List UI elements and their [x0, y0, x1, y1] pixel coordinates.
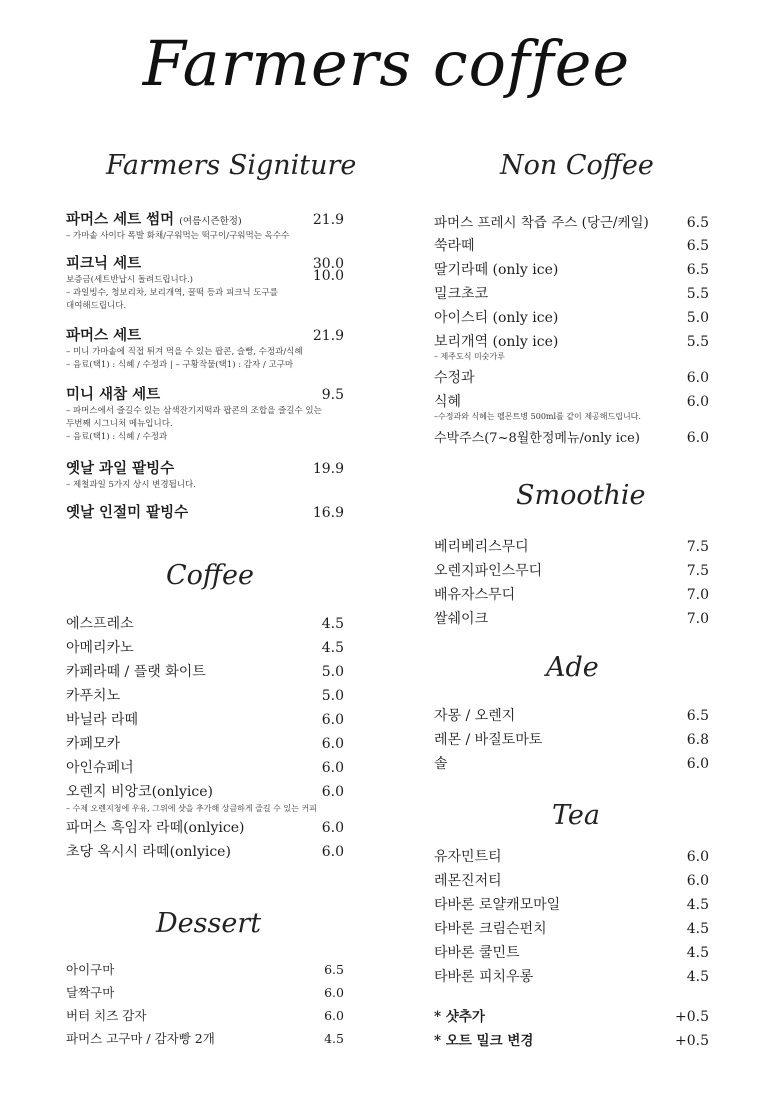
item-price: 6.0 — [321, 844, 344, 860]
menu-item — [66, 661, 344, 681]
item-price: 5.5 — [686, 334, 709, 350]
extra-option — [434, 1029, 709, 1049]
item-price: 4.5 — [686, 945, 709, 961]
item-price: 6.0 — [324, 1008, 344, 1023]
item-name: 달짝구마 — [66, 985, 115, 1000]
menu-item — [66, 685, 344, 705]
item-description: – 음료(택1) : 식혜 / 수정과 | – 구황작물(택1) : 감자 / 고구마 — [66, 360, 294, 370]
item-price: 19.9 — [312, 461, 344, 477]
item-name: 타바론 로얄캐모마일 — [434, 897, 561, 913]
item-price: 6.0 — [686, 394, 709, 410]
menu-item — [66, 733, 344, 753]
menu-item — [66, 817, 344, 837]
item-price: 6.5 — [686, 238, 709, 254]
item-name: 미니 새참 세트 — [66, 386, 161, 403]
menu-item — [434, 235, 709, 255]
item-price: 6.0 — [686, 849, 709, 865]
item-price: 4.5 — [321, 616, 344, 632]
item-name: 솔 — [434, 756, 448, 772]
item-price: 6.0 — [321, 736, 344, 752]
item-description: – 수제 오렌지청에 우유, 그위에 샷을 추가해 상큼하게 즐길 수 있는 커피 — [66, 804, 317, 813]
item-price: 7.0 — [686, 611, 709, 627]
item-price: 21.9 — [312, 328, 344, 344]
item-name: 오렌지파인스무디 — [434, 563, 543, 579]
item-name: 옛날 과일 팥빙수 — [66, 460, 175, 477]
item-description: 보증금(세트반납시 돌려드립니다.) — [66, 275, 193, 285]
menu-item — [434, 536, 709, 556]
item-price: 6.5 — [686, 262, 709, 278]
item-price: 6.0 — [321, 712, 344, 728]
item-price: 4.5 — [686, 897, 709, 913]
extra-price: +0.5 — [675, 1009, 709, 1025]
item-name: 베리베리스무디 — [434, 539, 529, 555]
item-name: 버터 치즈 감자 — [66, 1008, 147, 1023]
extra-price: +0.5 — [675, 1033, 709, 1049]
menu-item — [66, 709, 344, 729]
item-name: 아인슈페너 — [66, 760, 134, 776]
left-column — [66, 0, 357, 1093]
menu-item — [66, 757, 344, 777]
right-column — [434, 0, 709, 1093]
item-name: 쌀쉐이크 — [434, 611, 489, 627]
item-price: 5.0 — [321, 688, 344, 704]
item-description: – 파머스에서 즐길수 있는 삼색잔기지떡과 팝콘의 조합을 즐길수 있는 — [66, 406, 322, 416]
menu-item — [66, 324, 344, 372]
item-name: 바닐라 라떼 — [66, 712, 139, 728]
item-description: –수정과와 식혜는 펠몬트병 500ml를 같이 제공해드립니다. — [434, 412, 641, 421]
item-name: 에스프레소 — [66, 616, 134, 632]
item-price: 7.5 — [686, 563, 709, 579]
item-name: 밀크초코 — [434, 286, 489, 302]
item-price: 4.5 — [324, 1031, 344, 1046]
menu-item — [66, 983, 344, 1001]
menu-item — [66, 841, 344, 861]
section-title-signature: Farmers Signiture — [106, 150, 357, 181]
menu-item — [434, 870, 709, 890]
section-title-smoothie: Smoothie — [516, 480, 646, 511]
menu-item — [66, 501, 344, 522]
item-price: 6.5 — [686, 215, 709, 231]
menu-item — [66, 960, 344, 978]
extra-name: * 샷추가 — [434, 1009, 485, 1025]
menu-item — [66, 1006, 344, 1024]
item-price: 6.0 — [321, 820, 344, 836]
item-name: 카페라떼 / 플랫 화이트 — [66, 664, 206, 680]
item-name: 자몽 / 오렌지 — [434, 708, 516, 724]
item-price: 7.5 — [686, 539, 709, 555]
menu-item — [66, 383, 344, 444]
item-description: – 과일빙수, 청보리차, 보리개역, 꿀떡 등과 피크닉 도구를 — [66, 288, 278, 298]
item-name: 보리개역 (only ice) — [434, 334, 559, 350]
item-name: 파머스 고구마 / 감자빵 2개 — [66, 1031, 215, 1046]
menu-item — [66, 252, 344, 313]
item-name: 배유자스무디 — [434, 587, 516, 603]
item-name: 파머스 흑임자 라떼(onlyice) — [66, 820, 245, 836]
item-name: 수박주스(7~8월한정메뉴/only ice) — [434, 431, 640, 446]
item-description: 대여해드립니다. — [66, 301, 127, 311]
menu-item — [434, 894, 709, 914]
item-price: 7.0 — [686, 587, 709, 603]
item-deposit-price: 10.0 — [312, 268, 344, 284]
item-name: 초당 옥시시 라떼(onlyice) — [66, 844, 231, 860]
item-description: – 제철과일 5가지 상시 변경됩니다. — [66, 480, 196, 490]
item-name: 카페모카 — [66, 736, 121, 752]
item-price: 4.5 — [321, 640, 344, 656]
menu-item — [434, 560, 709, 580]
menu-item — [434, 846, 709, 866]
menu-item — [434, 942, 709, 962]
extra-option — [434, 1005, 709, 1025]
item-name: 옛날 인절미 팥빙수 — [66, 504, 189, 521]
item-name: 파머스 프레시 착즙 주스 (당근/케일) — [434, 215, 649, 231]
section-title-dessert: Dessert — [156, 908, 262, 939]
item-price: 6.0 — [686, 370, 709, 386]
item-name: 타바론 쿨민트 — [434, 945, 520, 961]
menu-item — [434, 307, 709, 327]
item-price: 6.8 — [686, 732, 709, 748]
section-title-coffee: Coffee — [166, 560, 255, 591]
menu-item — [66, 1029, 344, 1047]
item-price: 5.0 — [321, 664, 344, 680]
item-price: 6.0 — [324, 985, 344, 1000]
menu-item — [434, 705, 709, 725]
item-description: – 미니 가마솥에 직접 튀겨 먹을 수 있는 팝콘, 슬빵, 수정과/식혜 — [66, 347, 303, 357]
item-name: 오렌지 비앙코(onlyice) — [66, 784, 213, 800]
menu-item — [434, 753, 709, 773]
menu-item — [434, 259, 709, 279]
item-price: 5.5 — [686, 286, 709, 302]
item-tag: (여름시즌한정) — [179, 216, 242, 227]
item-name: 유자민트티 — [434, 849, 502, 865]
item-price: 9.5 — [321, 387, 344, 403]
item-name: 수정과 — [434, 370, 475, 386]
item-price: 21.9 — [312, 212, 344, 228]
item-price: 6.0 — [686, 430, 709, 446]
item-price: 6.5 — [686, 708, 709, 724]
item-price: 6.0 — [321, 760, 344, 776]
item-description: – 제주도식 미숫가루 — [434, 352, 505, 361]
menu-item — [434, 918, 709, 938]
item-price: 4.5 — [686, 969, 709, 985]
item-price: 16.9 — [312, 505, 344, 521]
item-price: 6.0 — [686, 873, 709, 889]
item-price: 6.5 — [324, 962, 344, 977]
section-title-ade: Ade — [546, 652, 599, 683]
menu-item — [434, 584, 709, 604]
item-price: 30.0 — [312, 256, 344, 272]
item-name: 식혜 — [434, 394, 462, 410]
menu-item — [66, 781, 344, 815]
menu-item — [434, 391, 709, 422]
item-price: 6.0 — [321, 784, 344, 800]
menu-item — [434, 331, 709, 362]
item-name: 레몬진저티 — [434, 873, 502, 889]
menu-item — [66, 613, 344, 633]
item-name: 카푸치노 — [66, 688, 121, 704]
menu-item — [434, 729, 709, 749]
menu-item — [434, 427, 709, 446]
menu-item — [66, 457, 344, 492]
menu-title: Farmers coffee — [142, 27, 631, 100]
item-price: 5.0 — [686, 310, 709, 326]
item-name: 아메리카노 — [66, 640, 134, 656]
item-name: 쑥라떼 — [434, 238, 475, 254]
menu-item — [66, 637, 344, 657]
item-name: 파머스 세트 썸머 — [66, 211, 175, 228]
section-title-tea: Tea — [552, 800, 600, 831]
item-name: 타바론 크림슨펀치 — [434, 921, 547, 937]
item-description: 두번째 시그니처 메뉴입니다. — [66, 419, 173, 429]
section-title-noncoffee: Non Coffee — [500, 150, 654, 181]
item-name: 레몬 / 바질토마토 — [434, 732, 543, 748]
item-name: 아이구마 — [66, 962, 115, 977]
menu-item — [434, 367, 709, 387]
item-name: 아이스티 (only ice) — [434, 310, 559, 326]
item-name: 피크닉 세트 — [66, 255, 142, 272]
menu-item — [434, 283, 709, 303]
menu-item — [434, 608, 709, 628]
menu-item — [434, 966, 709, 986]
item-name: 타바론 피치우롱 — [434, 969, 534, 985]
item-price: 6.0 — [686, 756, 709, 772]
item-name: 딸기라떼 (only ice) — [434, 262, 559, 278]
item-price: 4.5 — [686, 921, 709, 937]
menu-item — [434, 211, 709, 231]
extra-name: * 오트 밀크 변경 — [434, 1033, 534, 1049]
item-description: – 가마솥 사이다 폭발 화채/구워먹는 떡구이/구워먹는 옥수수 — [66, 231, 290, 241]
item-description: – 음료(택1) : 식혜 / 수정과 — [66, 432, 168, 442]
item-name: 파머스 세트 — [66, 327, 142, 344]
menu-item — [66, 208, 344, 243]
